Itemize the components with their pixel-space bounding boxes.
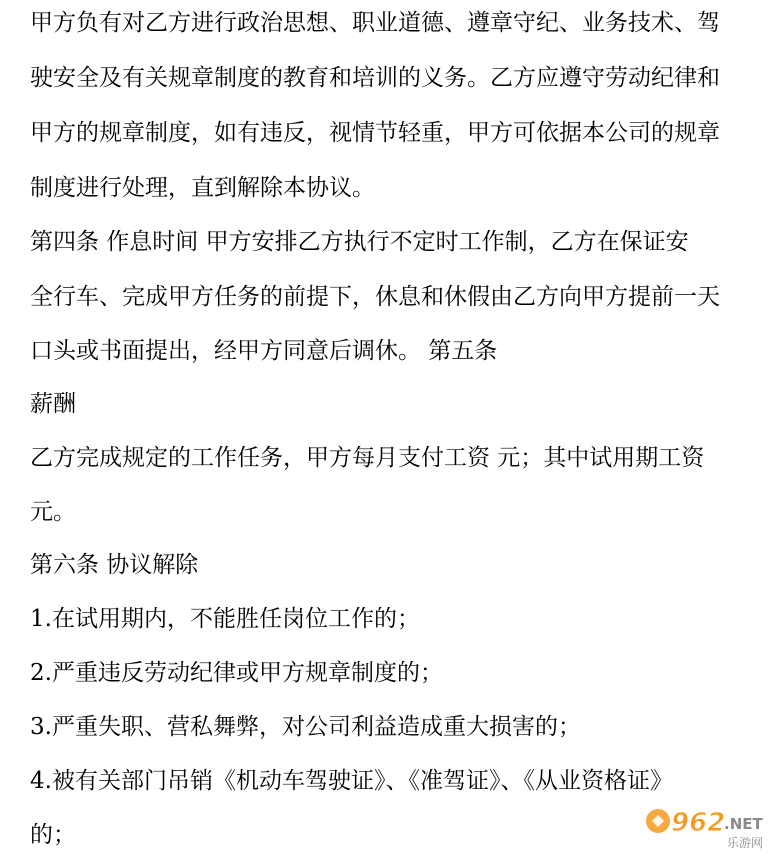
list-item-continuation: 的； — [30, 822, 76, 848]
paragraph-line: 驶安全及有关规章制度的教育和培训的义务。乙方应遵守劳动纪律和 — [30, 65, 720, 91]
paragraph-line: 元。 — [30, 499, 76, 525]
svg-text:乐游网: 乐游网 — [727, 836, 764, 850]
paragraph-line: 全行车、完成甲方任务的前提下，休息和休假由乙方向甲方提前一天 — [30, 284, 720, 310]
svg-text:.NET: .NET — [724, 815, 763, 833]
list-item: 3.严重失职、营私舞弊，对公司利益造成重大损害的； — [30, 714, 581, 740]
paragraph-line: 乙方完成规定的工作任务，甲方每月支付工资 元；其中试用期工资 — [30, 445, 705, 471]
paragraph-line: 甲方负有对乙方进行政治思想、职业道德、遵章守纪、业务技术、驾 — [30, 10, 720, 36]
paragraph-line: 制度进行处理，直到解除本协议。 — [30, 175, 375, 201]
svg-text:962: 962 — [671, 808, 726, 838]
list-item: 2.严重违反劳动纪律或甲方规章制度的； — [30, 660, 443, 686]
article-five-title: 薪酬 — [30, 391, 76, 417]
article-six-heading: 第六条 协议解除 — [30, 552, 199, 578]
list-item: 1.在试用期内，不能胜任岗位工作的； — [30, 606, 420, 632]
paragraph-line: 甲方的规章制度，如有违反，视情节轻重，甲方可依据本公司的规章 — [30, 120, 720, 146]
article-four-heading-line: 第四条 作息时间 甲方安排乙方执行不定时工作制，乙方在保证安 — [30, 229, 689, 255]
paragraph-line: 口头或书面提出，经甲方同意后调休。 第五条 — [30, 338, 498, 364]
site-watermark-logo — [641, 803, 773, 853]
list-item: 4.被有关部门吊销《机动车驾驶证》、《准驾证》、《从业资格证》 — [30, 768, 673, 794]
